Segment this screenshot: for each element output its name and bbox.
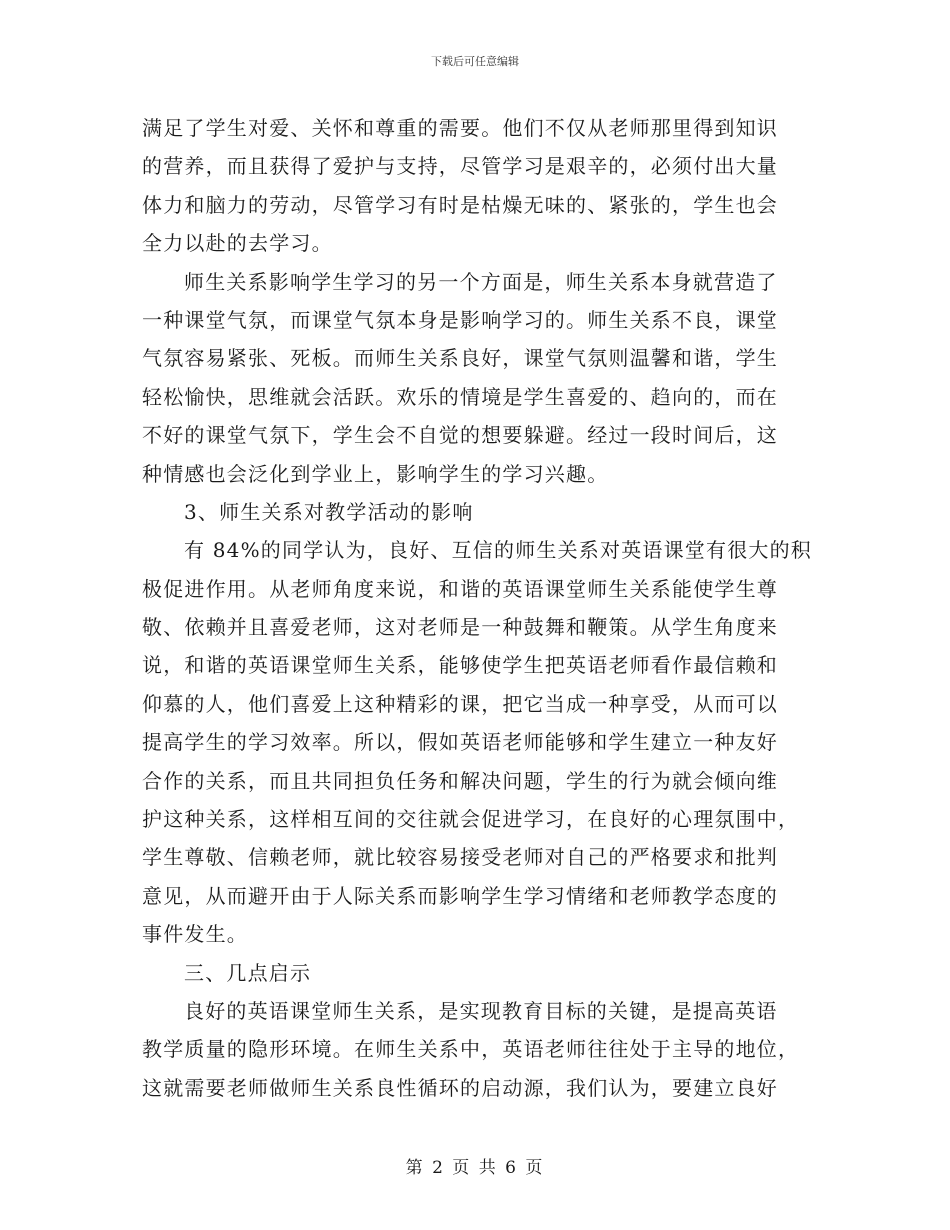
page-footer: 第 2 页 共 6 页 bbox=[405, 1158, 545, 1178]
text-line: 的营养，而且获得了爱护与支持，尽管学习是艰辛的，必须付出大量 bbox=[142, 154, 778, 179]
text-line: 极促进作用。从老师角度来说，和谐的英语课堂师生关系能使学生尊 bbox=[142, 576, 778, 601]
text-line: 敬、依赖并且喜爱老师，这对老师是一种鼓舞和鞭策。从学生角度来 bbox=[142, 615, 778, 640]
text-line: 不好的课堂气氛下，学生会不自觉的想要躲避。经过一段时间后，这 bbox=[142, 423, 778, 448]
text-line: 有 84%的同学认为，良好、互信的师生关系对英语课堂有很大的积 bbox=[184, 538, 813, 563]
section-heading: 三、几点启示 bbox=[184, 960, 312, 985]
text-line: 体力和脑力的劳动，尽管学习有时是枯燥无味的、紧张的，学生也会 bbox=[142, 192, 778, 217]
text-line: 良好的英语课堂师生关系，是实现教育目标的关键，是提高英语 bbox=[184, 998, 778, 1023]
section-heading: 3、师生关系对教学活动的影响 bbox=[184, 499, 474, 524]
text-line: 轻松愉快，思维就会活跃。欢乐的情境是学生喜爱的、趋向的，而在 bbox=[142, 384, 778, 409]
text-line: 学生尊敬、信赖老师，就比较容易接受老师对自己的严格要求和批判 bbox=[142, 845, 778, 870]
page-header: 下载后可任意编辑 bbox=[431, 55, 519, 68]
text-line: 一种课堂气氛，而课堂气氛本身是影响学习的。师生关系不良，课堂 bbox=[142, 307, 778, 332]
document-body bbox=[142, 112, 812, 1110]
text-line: 合作的关系，而且共同担负任务和解决问题，学生的行为就会倾向维 bbox=[142, 768, 778, 793]
text-line: 提高学生的学习效率。所以，假如英语老师能够和学生建立一种友好 bbox=[142, 730, 778, 755]
text-line: 意见，从而避开由于人际关系而影响学生学习情绪和老师教学态度的 bbox=[142, 883, 778, 908]
text-line: 气氛容易紧张、死板。而师生关系良好，课堂气氛则温馨和谐，学生 bbox=[142, 346, 778, 371]
text-line: 这就需要老师做师生关系良性循环的启动源，我们认为，要建立良好 bbox=[142, 1075, 778, 1100]
text-line: 护这种关系，这样相互间的交往就会促进学习，在良好的心理氛围中， bbox=[142, 807, 800, 832]
text-line: 种情感也会泛化到学业上，影响学生的学习兴趣。 bbox=[142, 461, 609, 486]
text-line: 说，和谐的英语课堂师生关系，能够使学生把英语老师看作最信赖和 bbox=[142, 653, 778, 678]
text-line: 师生关系影响学生学习的另一个方面是，师生关系本身就营造了 bbox=[184, 269, 778, 294]
text-line: 教学质量的隐形环境。在师生关系中，英语老师往往处于主导的地位， bbox=[142, 1037, 800, 1062]
text-line: 满足了学生对爱、关怀和尊重的需要。他们不仅从老师那里得到知识 bbox=[142, 116, 778, 140]
text-line: 事件发生。 bbox=[142, 922, 248, 947]
text-line: 全力以赴的去学习。 bbox=[142, 231, 333, 256]
text-line: 仰慕的人，他们喜爱上这种精彩的课，把它当成一种享受，从而可以 bbox=[142, 691, 778, 716]
